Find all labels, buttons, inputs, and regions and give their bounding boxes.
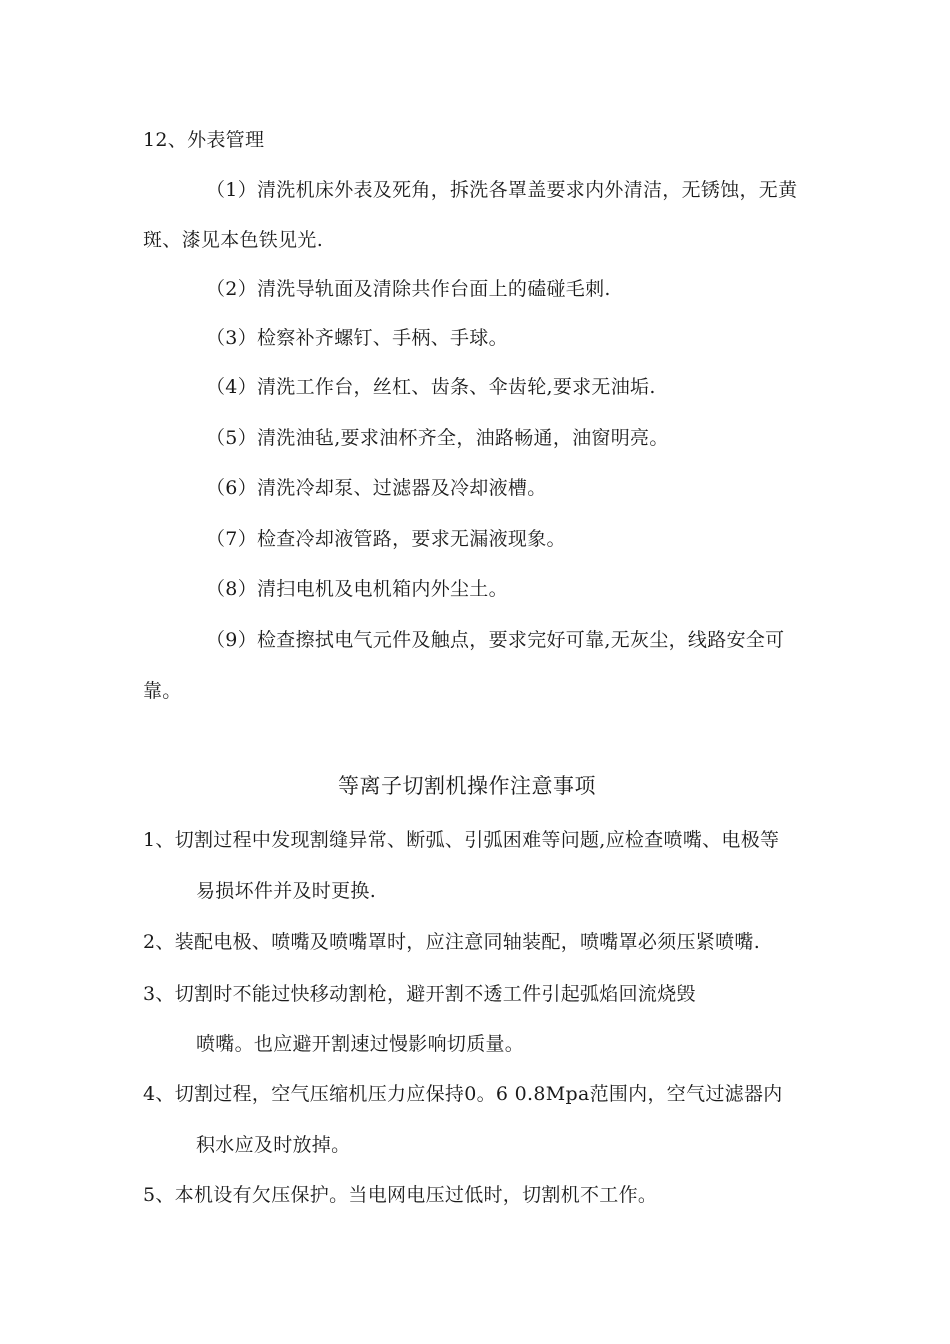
plasma-item-3: 3、切割时不能过快移动割枪，避开割不透工件引起弧焰回流烧毁 [143,983,696,1005]
maintenance-item-6: （6）清洗冷却泵、过滤器及冷却液槽。 [206,477,547,499]
maintenance-item-1: （1）清洗机床外表及死角，拆洗各罩盖要求内外清洁，无锈蚀，无黄 [206,179,798,201]
plasma-item-1-continued: 易损坏件并及时更换. [196,880,377,902]
maintenance-item-9-continued: 靠。 [143,680,182,702]
maintenance-item-3: （3）检察补齐螺钉、手柄、手球。 [206,327,508,349]
maintenance-item-8: （8）清扫电机及电机箱内外尘土。 [206,578,508,600]
plasma-item-1: 1、切割过程中发现割缝异常、断弧、引弧困难等问题,应检查喷嘴、电极等 [143,829,780,851]
section-12-title: 12、外表管理 [143,129,265,151]
maintenance-item-7: （7）检查冷却液管路，要求无漏液现象。 [206,528,566,550]
plasma-section-title: 等离子切割机操作注意事项 [338,774,596,798]
plasma-item-4: 4、切割过程，空气压缩机压力应保持0。6 0.8Mpa范围内，空气过滤器内 [143,1083,783,1105]
maintenance-item-4: （4）清洗工作台，丝杠、齿条、伞齿轮,要求无油垢. [206,376,656,398]
plasma-item-4-continued: 积水应及时放掉。 [196,1134,351,1156]
maintenance-item-5: （5）清洗油毡,要求油杯齐全，油路畅通，油窗明亮。 [206,427,669,449]
plasma-item-5: 5、本机设有欠压保护。当电网电压过低时，切割机不工作。 [143,1184,658,1206]
maintenance-item-1-continued: 斑、漆见本色铁见光. [143,229,324,251]
maintenance-item-2: （2）清洗导轨面及清除共作台面上的磕碰毛刺. [206,278,611,300]
plasma-item-3-continued: 喷嘴。也应避开割速过慢影响切质量。 [196,1033,525,1055]
maintenance-item-9: （9）检查擦拭电气元件及触点，要求完好可靠,无灰尘，线路安全可 [206,629,785,651]
plasma-item-2: 2、装配电极、喷嘴及喷嘴罩时，应注意同轴装配，喷嘴罩必须压紧喷嘴. [143,931,761,953]
